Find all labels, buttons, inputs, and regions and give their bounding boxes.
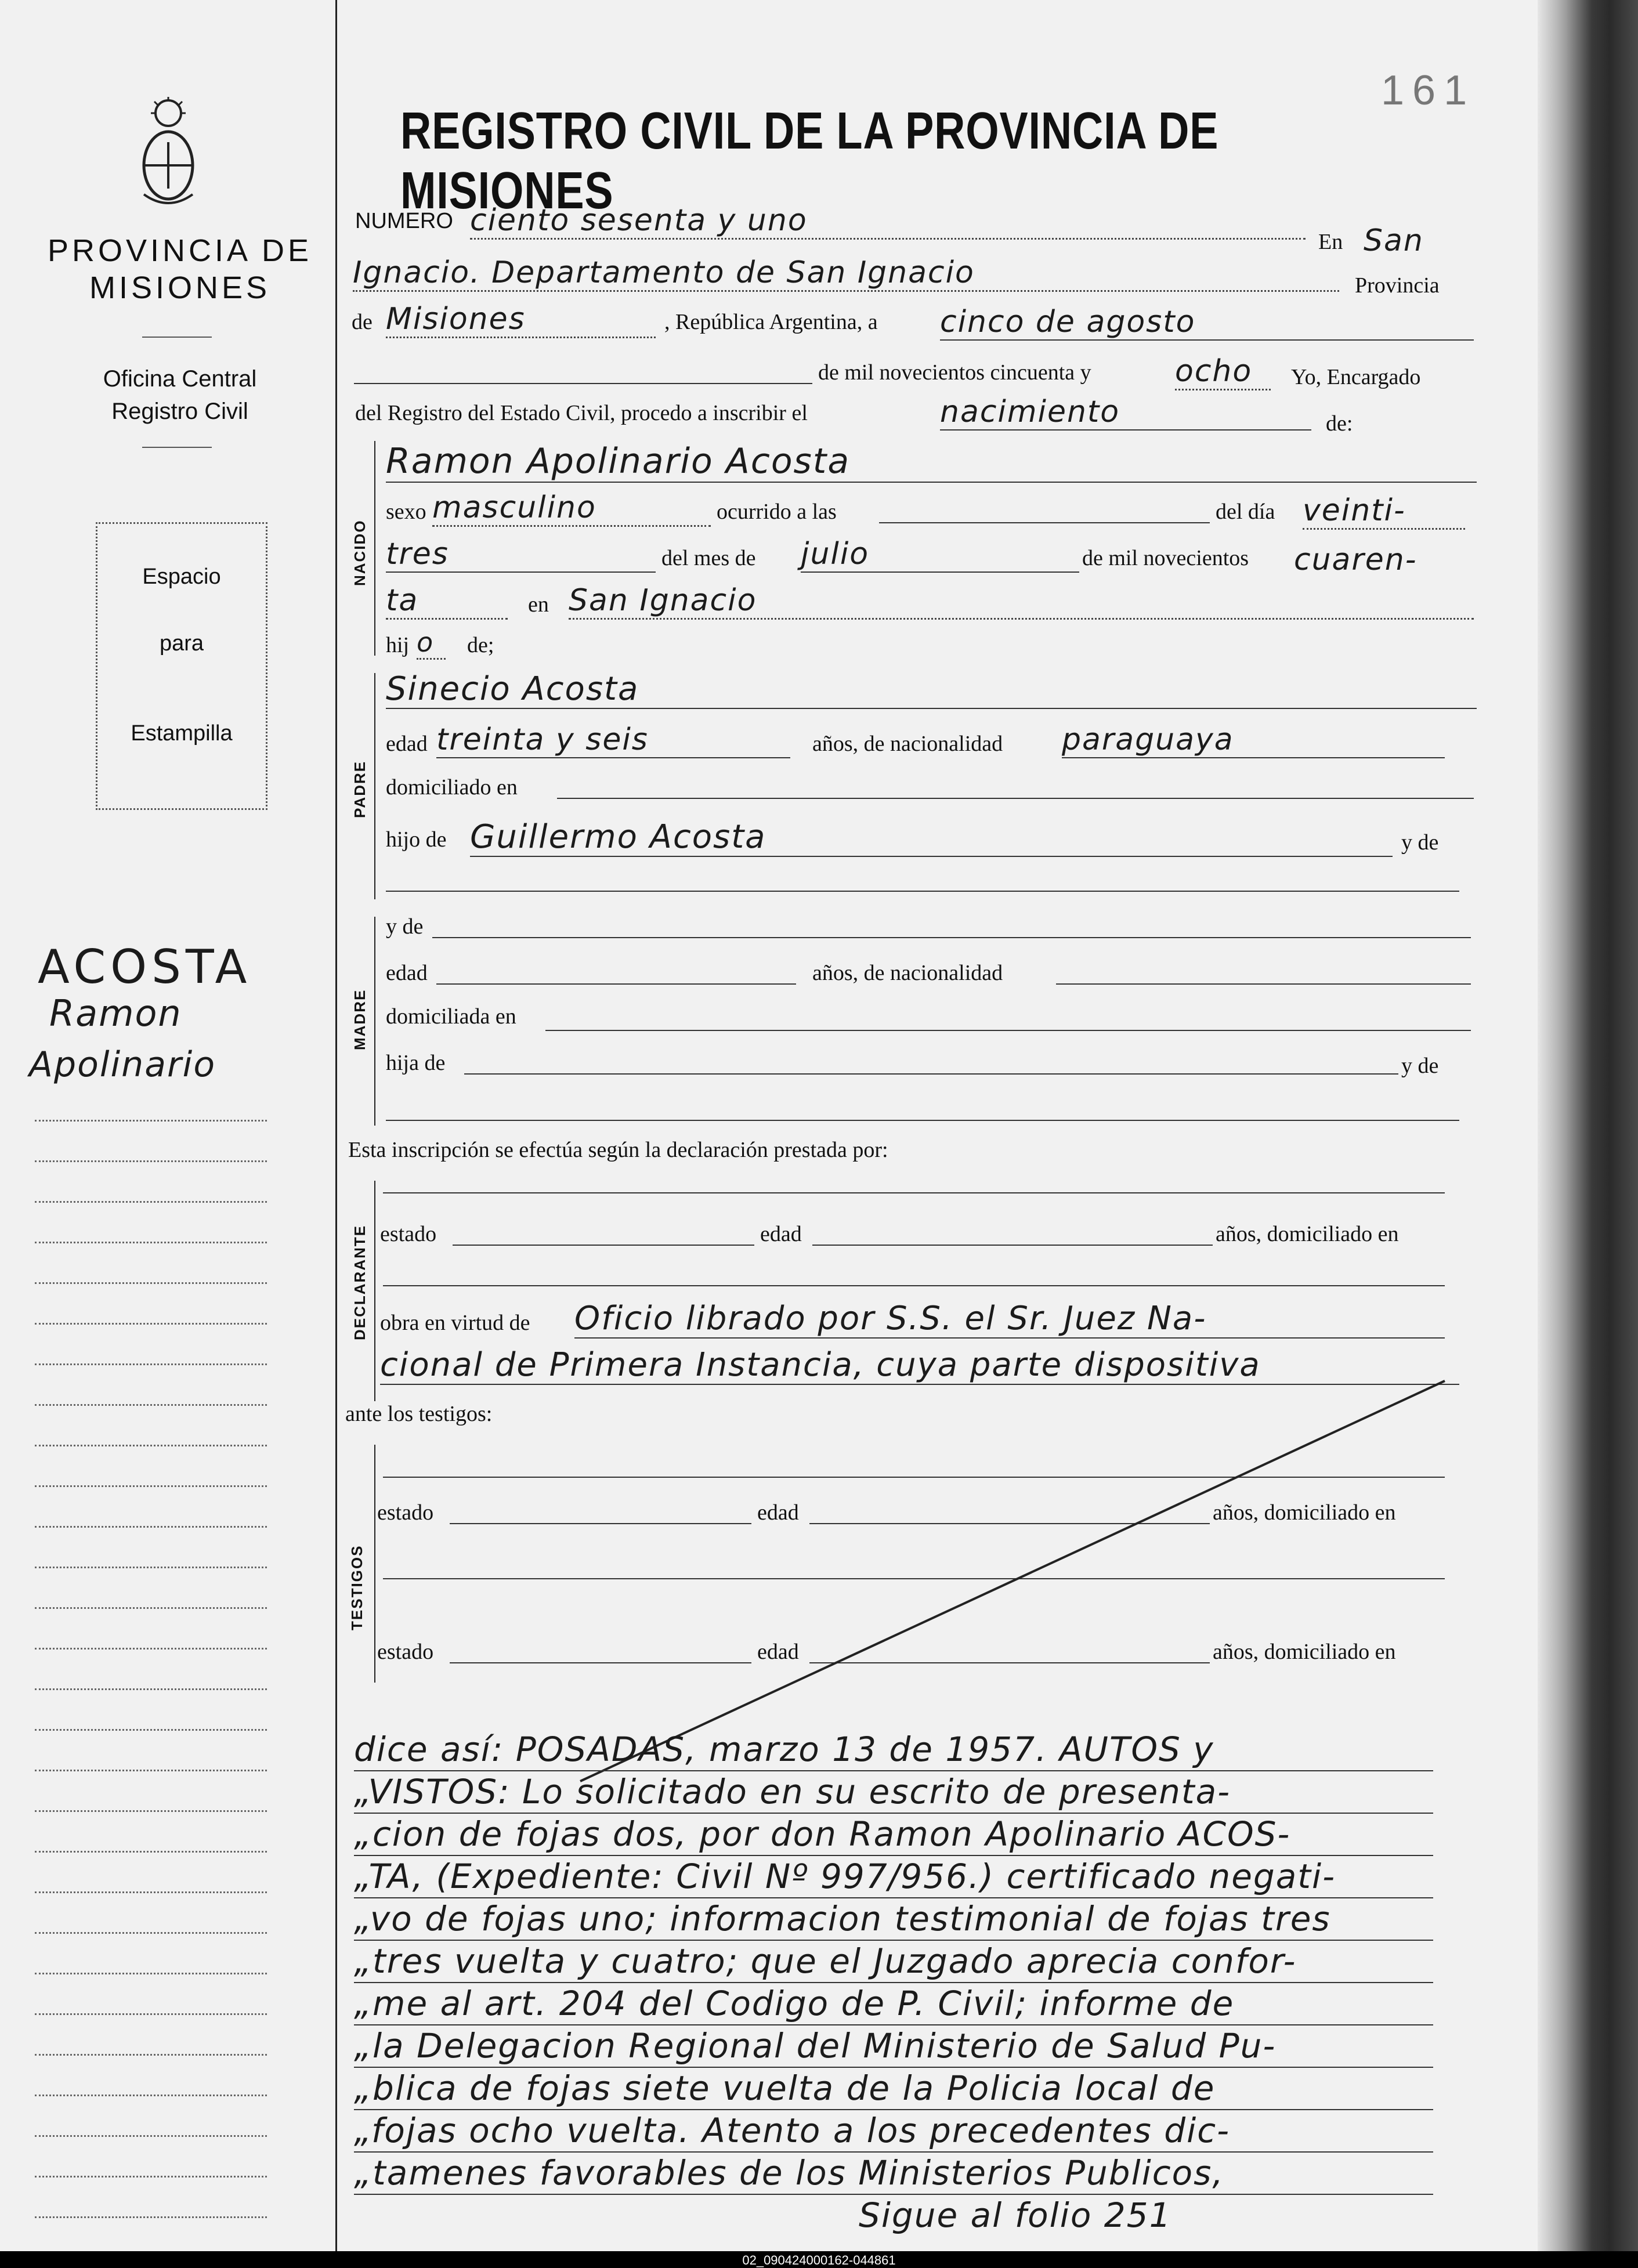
stamp-label-1: Espacio	[142, 565, 221, 589]
note-line: dice así: POSADAS, marzo 13 de 1957. AUTOS y	[354, 1729, 1433, 1771]
lugar-value: San Ignacio	[569, 583, 1474, 620]
numero-label: NUMERO	[355, 209, 453, 233]
padre-y-de: y de	[1401, 830, 1439, 855]
section-padre: PADRE	[351, 760, 368, 818]
province-name: PROVINCIA DE MISIONES	[47, 233, 313, 305]
padre-edad-value: treinta y seis	[436, 722, 790, 758]
declarante-estado-label: estado	[380, 1222, 437, 1246]
note-line: „vo de fojas uno; informacion testimonial de fojas tres	[354, 1898, 1433, 1941]
en-value: San	[1364, 223, 1424, 258]
annotation-surname: ACOSTA	[38, 940, 252, 994]
mes-value: julio	[801, 537, 1079, 573]
obra-label: obra en virtud de	[380, 1311, 530, 1335]
testigo2-edad-label: edad	[757, 1640, 799, 1664]
note-line: „fojas ocho vuelta. Atento a los precedentes dic-	[354, 2110, 1433, 2153]
acto-value: nacimiento	[940, 395, 1311, 431]
note-line: „tres vuelta y cuatro; que el Juzgado aprecia confor-	[354, 1941, 1433, 1983]
padre-nacionalidad-value: paraguaya	[1062, 722, 1445, 758]
book-binding	[1567, 0, 1638, 2251]
del-dia-label: del día	[1216, 500, 1275, 524]
testigo2-estado-label: estado	[377, 1640, 434, 1664]
padre-anios-label: años, de nacionalidad	[812, 732, 1003, 756]
stamp-label-2: para	[159, 631, 204, 656]
testigo1-estado-label: estado	[377, 1500, 434, 1525]
madre-anios-label: años, de nacionalidad	[812, 961, 1003, 985]
provincia-value: Misiones	[386, 302, 656, 338]
obra-value-1: Oficio librado por S.S. el Sr. Juez Na-	[574, 1300, 1445, 1339]
madre-edad-label: edad	[386, 961, 428, 985]
sexo-label: sexo	[386, 500, 426, 524]
padre-edad-label: edad	[386, 732, 428, 756]
padre-hijo-label: hijo de	[386, 827, 447, 852]
en-label: En	[1318, 230, 1343, 254]
annotation-name-2: Apolinario	[29, 1044, 216, 1085]
madre-domicilio-label: domiciliada en	[386, 1004, 516, 1029]
ocurrido-label: ocurrido a las	[717, 500, 837, 524]
testigos-label: ante los testigos:	[345, 1402, 493, 1426]
de-label-nacido: de;	[467, 633, 494, 657]
nacido-nombre: Ramon Apolinario Acosta	[386, 441, 1477, 483]
dia-value-1: veinti-	[1303, 493, 1465, 530]
numero-value: ciento sesenta y uno	[470, 203, 1306, 240]
provincia-label: Provincia	[1355, 273, 1440, 298]
de-colon: de:	[1326, 411, 1353, 436]
dia-value-2: tres	[386, 537, 656, 573]
note-line: „TA, (Expediente: Civil Nº 997/956.) certificado negati-	[354, 1856, 1433, 1898]
testigo1-anios-label: años, domiciliado en	[1213, 1500, 1396, 1525]
year-value: ocho	[1175, 354, 1271, 390]
hijo-label: hij	[386, 633, 410, 657]
section-nacido: NACIDO	[351, 519, 368, 586]
declarante-edad-label: edad	[760, 1222, 802, 1246]
note-line: „tamenes favorables de los Ministerios Publicos,	[354, 2153, 1433, 2195]
section-madre: MADRE	[351, 989, 368, 1050]
republica-label: , República Argentina, a	[664, 310, 878, 334]
note-line: „cion de fojas dos, por don Ramon Apolinario ACOS-	[354, 1814, 1433, 1856]
obra-value-2: cional de Primera Instancia, cuya parte dispositiva	[380, 1346, 1459, 1385]
section-testigos: TESTIGOS	[348, 1544, 366, 1630]
padre-nombre: Sinecio Acosta	[386, 670, 1477, 709]
hijo-value: o	[417, 627, 446, 660]
padre-hijo-value: Guillermo Acosta	[470, 818, 1393, 857]
testigo2-anios-label: años, domiciliado en	[1213, 1640, 1396, 1664]
declarante-anios-label: años, domiciliado en	[1216, 1222, 1399, 1246]
place-value: Ignacio. Departamento de San Ignacio	[353, 255, 1339, 292]
testigo1-edad-label: edad	[757, 1500, 799, 1525]
notes-block	[354, 1729, 1433, 2236]
en-label-nacido: en	[528, 592, 549, 617]
note-continuation: Sigue al folio 251	[859, 2195, 1172, 2235]
anio-value-2: ta	[386, 583, 508, 620]
note-line: „blica de fojas siete vuelta de la Policia local de	[354, 2068, 1433, 2110]
folio-number: 161	[1381, 67, 1476, 114]
note-line: „me al art. 204 del Codigo de P. Civil; informe de	[354, 1983, 1433, 2025]
section-declarante: DECLARANTE	[351, 1224, 368, 1340]
note-line: „VISTOS: Lo solicitado en su escrito de presenta-	[354, 1771, 1433, 1814]
de-label: de	[352, 310, 373, 334]
padre-domicilio-label: domiciliado en	[386, 775, 518, 800]
anio-value-1: cuaren-	[1294, 542, 1418, 577]
annotation-name-1: Ramon	[49, 992, 182, 1034]
mil-label: de mil novecientos cincuenta y	[818, 360, 1091, 385]
registro-label: del Registro del Estado Civil, procedo a inscribir el	[355, 401, 808, 425]
date-value: cinco de agosto	[940, 305, 1474, 341]
image-identifier: 02_090424000162-044861	[742, 2253, 896, 2267]
del-mes-label: del mes de	[661, 546, 756, 570]
page-title: REGISTRO CIVIL DE LA PROVINCIA DE MISIONES	[400, 102, 1219, 220]
madre-hija-label: hija de	[386, 1051, 446, 1075]
declaracion-label: Esta inscripción se efectúa según la declaración prestada por:	[348, 1138, 888, 1162]
mil-label-nacido: de mil novecientos	[1082, 546, 1249, 570]
yo-label: Yo, Encargado	[1291, 365, 1421, 389]
madre-y-de: y de	[386, 914, 424, 939]
madre-y-de-2: y de	[1401, 1054, 1439, 1078]
note-line: „la Delegacion Regional del Ministerio de Salud Pu-	[354, 2025, 1433, 2068]
office-name: Oficina Central Registro Civil	[103, 366, 257, 424]
stamp-label-3: Estampilla	[131, 721, 233, 746]
sexo-value: masculino	[432, 490, 711, 527]
